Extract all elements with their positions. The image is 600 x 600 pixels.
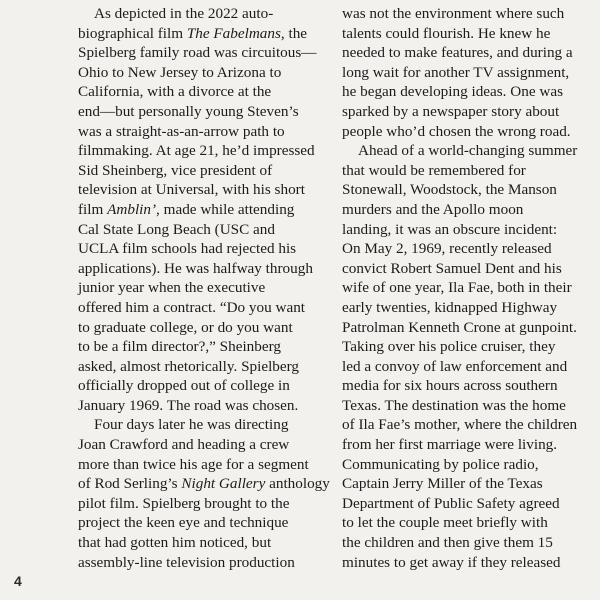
text-line bbox=[342, 141, 587, 161]
text-run: offered him a contract. “Do you want bbox=[78, 298, 306, 316]
text-run: minutes to get away if they released bbox=[342, 553, 561, 571]
text-run: that had gotten him noticed, but bbox=[78, 534, 272, 552]
text-run: Stonewall, Woodstock, the Manson bbox=[342, 181, 557, 199]
text-run: media for six hours across southern bbox=[342, 377, 558, 395]
text-run: long wait for another TV assignment, bbox=[342, 63, 570, 81]
text-run: of Ila Fae’s mother, where the children bbox=[342, 416, 578, 434]
text-run: Sid Sheinberg, vice president of bbox=[78, 161, 273, 179]
text-line bbox=[342, 63, 587, 83]
text-run: project the keen eye and technique bbox=[78, 514, 289, 532]
text-line bbox=[342, 278, 587, 298]
text-run: landing, it was an obscure incident: bbox=[342, 220, 558, 238]
text-line bbox=[342, 474, 587, 494]
text-run: people who’d chosen the wrong road. bbox=[342, 122, 571, 140]
text-line bbox=[342, 494, 587, 514]
text-run: Department of Public Safety agreed bbox=[342, 494, 560, 512]
text-line bbox=[78, 533, 314, 553]
text-run: officially dropped out of college in bbox=[78, 377, 290, 395]
text-line bbox=[78, 259, 314, 279]
text-line bbox=[78, 180, 314, 200]
text-run: biographical film bbox=[78, 24, 187, 42]
text-line bbox=[78, 141, 314, 161]
text-run: television at Universal, with his short bbox=[78, 181, 305, 199]
text-line bbox=[342, 396, 587, 416]
text-run: was a straight-as-an-arrow path to bbox=[78, 122, 285, 140]
text-run: UCLA film schools had rejected his bbox=[78, 240, 297, 258]
text-line bbox=[78, 318, 314, 338]
text-line bbox=[78, 474, 330, 494]
text-run: murders and the Apollo moon bbox=[342, 200, 524, 218]
text-line bbox=[342, 4, 587, 24]
text-line bbox=[342, 376, 587, 396]
text-line bbox=[78, 435, 314, 455]
text-run: from her first marriage were living. bbox=[342, 436, 558, 454]
text-line bbox=[342, 435, 587, 455]
text-run: early twenties, kidnapped Highway bbox=[342, 298, 558, 316]
text-run: filmmaking. At age 21, he’d impressed bbox=[78, 142, 315, 160]
text-line bbox=[342, 43, 587, 63]
text-run: to graduate college, or do you want bbox=[78, 318, 293, 336]
text-run: that would be remembered for bbox=[342, 161, 526, 179]
text-run: pilot film. Spielberg brought to the bbox=[78, 494, 290, 512]
text-line bbox=[78, 24, 314, 44]
text-run: of Rod Serling’s bbox=[78, 475, 182, 493]
text-line bbox=[78, 63, 314, 83]
text-line bbox=[78, 278, 314, 298]
text-run: Texas. The destination was the home bbox=[342, 396, 566, 414]
text-run: was not the environment where such bbox=[342, 5, 565, 22]
text-line bbox=[78, 513, 314, 533]
text-run: Taking over his police cruiser, they bbox=[342, 338, 556, 356]
text-run: end—but personally young Steven’s bbox=[78, 102, 299, 120]
text-run: wife of one year, Ila Fae, both in their bbox=[342, 279, 572, 297]
text-line bbox=[78, 494, 314, 514]
film-title: The Fabelmans bbox=[186, 24, 281, 42]
text-line bbox=[342, 318, 587, 338]
text-run: asked, almost rhetorically. Spielberg bbox=[78, 357, 300, 375]
text-line bbox=[342, 357, 587, 377]
text-run: to let the couple meet briefly with bbox=[342, 514, 548, 532]
text-run: more than twice his age for a segment bbox=[78, 455, 309, 473]
text-run: he began developing ideas. One was bbox=[342, 83, 563, 101]
text-run: film bbox=[78, 200, 108, 218]
text-run: junior year when the executive bbox=[78, 279, 266, 297]
text-line bbox=[342, 24, 587, 44]
text-line bbox=[342, 220, 587, 240]
text-line bbox=[78, 161, 314, 181]
text-run: to be a film director?,” Sheinberg bbox=[78, 338, 281, 356]
text-line bbox=[342, 415, 587, 435]
text-line bbox=[342, 337, 587, 357]
text-line bbox=[78, 455, 314, 475]
text-line bbox=[342, 180, 587, 200]
text-run: convict Robert Samuel Dent and his bbox=[342, 259, 562, 277]
text-line bbox=[78, 239, 314, 259]
text-line bbox=[78, 415, 314, 435]
text-line bbox=[342, 239, 587, 259]
text-line bbox=[78, 396, 314, 416]
text-run: As depicted in the 2022 auto- bbox=[94, 5, 274, 22]
text-line bbox=[78, 220, 314, 240]
text-line bbox=[342, 553, 587, 573]
text-run: California, with a divorce at the bbox=[78, 83, 272, 101]
text-run: Ohio to New Jersey to Arizona to bbox=[78, 63, 282, 81]
text-line bbox=[342, 102, 587, 122]
text-run: Captain Jerry Miller of the Texas bbox=[342, 475, 543, 493]
text-run: anthology bbox=[265, 475, 330, 493]
text-line bbox=[342, 200, 587, 220]
text-run: sparked by a newspaper story about bbox=[342, 102, 560, 120]
text-line bbox=[78, 357, 314, 377]
text-line bbox=[78, 82, 314, 102]
page-number: 4 bbox=[14, 573, 22, 589]
text-line bbox=[342, 513, 587, 533]
text-run: Ahead of a world-changing summer bbox=[358, 142, 578, 160]
text-run: On May 2, 1969, recently released bbox=[342, 240, 552, 258]
film-title: Night Gallery bbox=[181, 475, 266, 493]
text-line bbox=[342, 455, 587, 475]
text-run: needed to make features, and during a bbox=[342, 44, 573, 62]
text-run: the children and then give them 15 bbox=[342, 534, 553, 552]
text-run: led a convoy of law enforcement and bbox=[342, 357, 568, 375]
text-line bbox=[78, 200, 314, 220]
film-title: Amblin’ bbox=[107, 200, 157, 218]
text-line bbox=[342, 298, 587, 318]
text-run: January 1969. The road was chosen. bbox=[78, 396, 299, 414]
text-run: Four days later he was directing bbox=[94, 416, 289, 434]
text-run: applications). He was halfway through bbox=[78, 259, 313, 277]
text-line bbox=[78, 337, 314, 357]
text-run: Cal State Long Beach (USC and bbox=[78, 220, 275, 238]
text-line bbox=[78, 122, 314, 142]
text-run: Spielberg family road was circuitous— bbox=[78, 44, 317, 62]
text-run: assembly-line television production bbox=[78, 553, 295, 571]
text-run: Patrolman Kenneth Crone at gunpoint. bbox=[342, 318, 577, 336]
left-text-column bbox=[78, 4, 330, 572]
right-text-column bbox=[342, 4, 587, 572]
text-line bbox=[78, 553, 314, 573]
text-run: , made while attending bbox=[156, 200, 295, 218]
text-run: talents could flourish. He knew he bbox=[342, 24, 551, 42]
text-line bbox=[342, 533, 587, 553]
text-line bbox=[78, 298, 314, 318]
text-run: Joan Crawford and heading a crew bbox=[78, 436, 290, 454]
text-line bbox=[78, 376, 314, 396]
text-run: Communicating by police radio, bbox=[342, 455, 539, 473]
text-run: , the bbox=[280, 24, 308, 42]
text-line bbox=[342, 82, 587, 102]
text-line bbox=[78, 4, 314, 24]
text-line bbox=[342, 259, 587, 279]
text-line bbox=[78, 43, 317, 63]
text-line bbox=[342, 122, 587, 142]
text-line bbox=[78, 102, 314, 122]
text-line bbox=[342, 161, 587, 181]
